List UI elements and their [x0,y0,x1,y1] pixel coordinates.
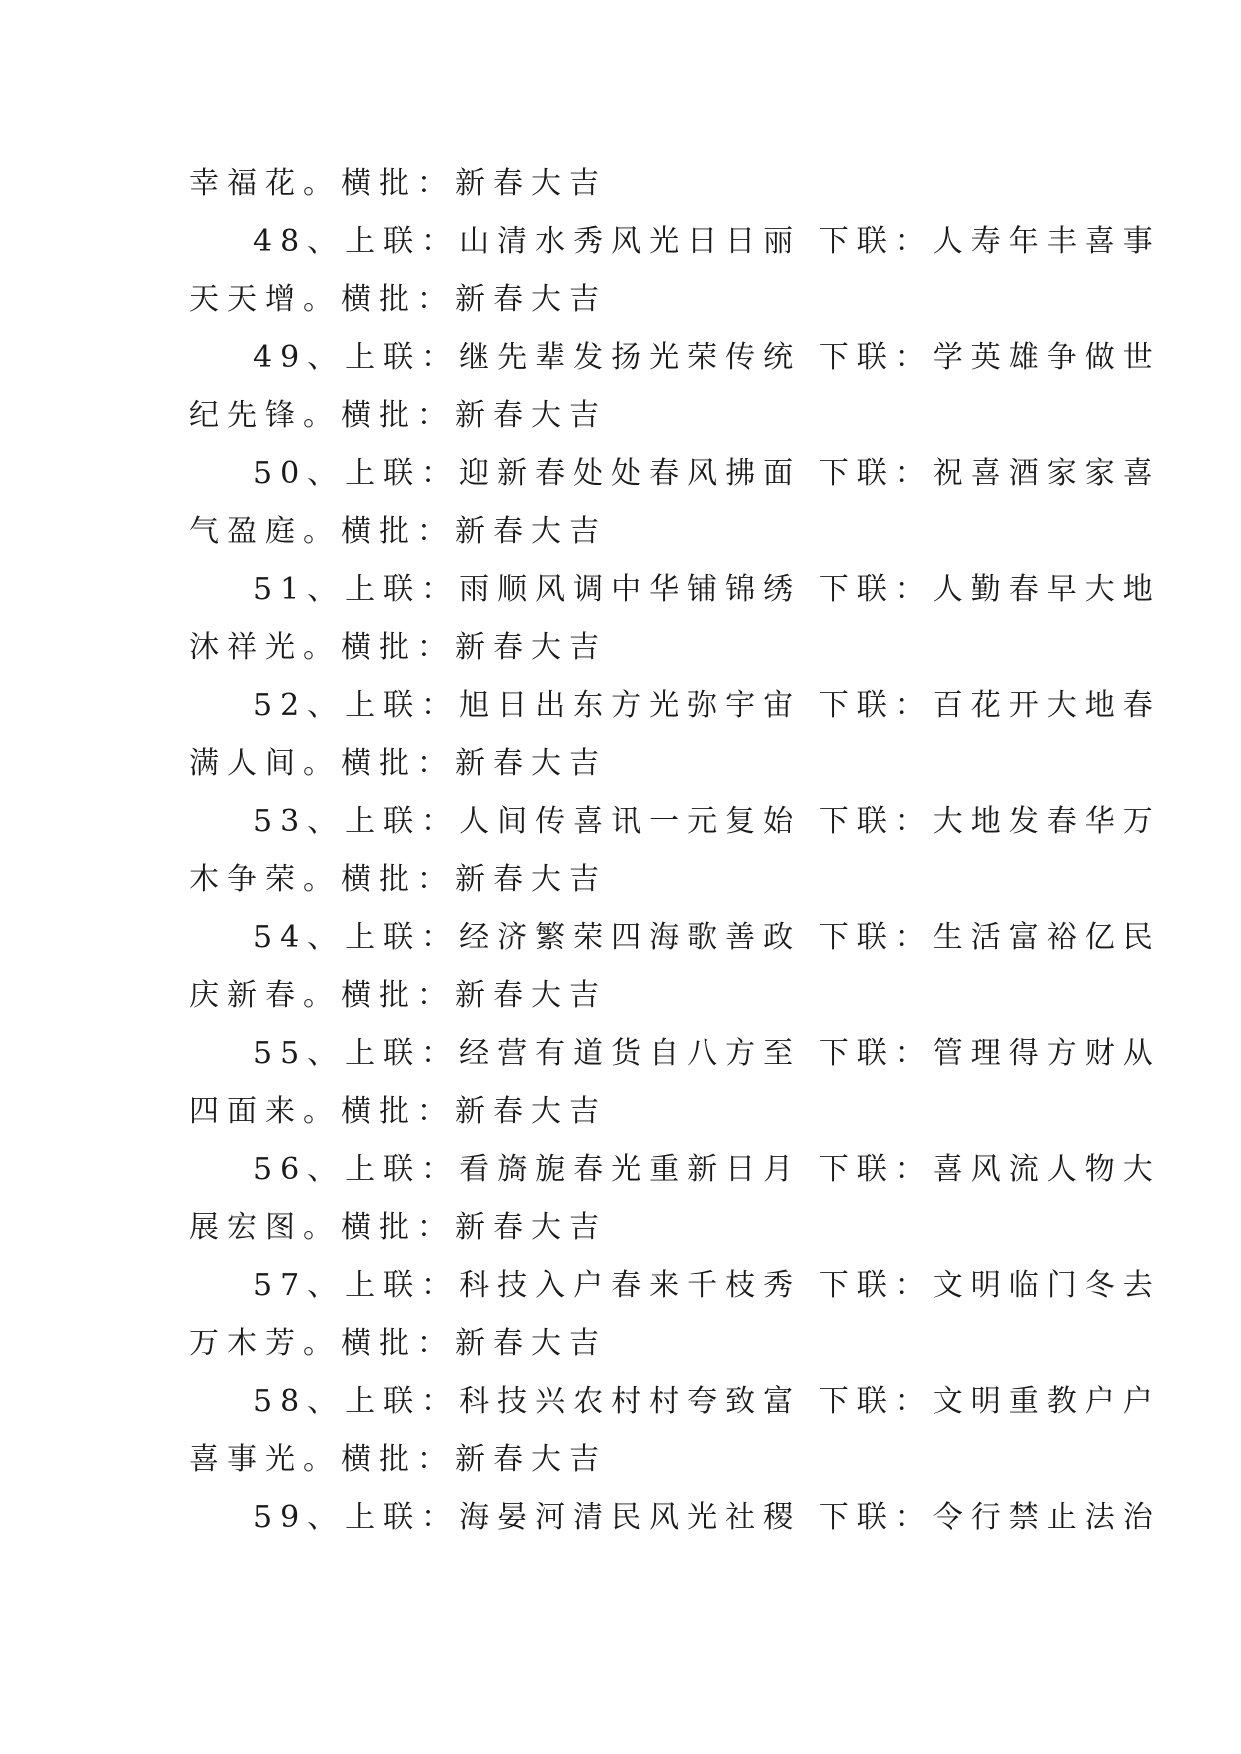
text-line-continuation: 满人间。横批：新春大吉 [189,746,607,781]
couplet-entry-50: 50、上联：迎新春处处春风拂面 下联：祝喜酒家家喜 [253,456,1161,491]
couplet-entry-56: 56、上联：看旖旎春光重新日月 下联：喜风流人物大 [253,1152,1161,1187]
couplet-entry-52: 52、上联：旭日出东方光弥宇宙 下联：百花开大地春 [253,688,1161,723]
text-line-continuation: 纪先锋。横批：新春大吉 [189,398,607,433]
couplet-entry-55: 55、上联：经营有道货自八方至 下联：管理得方财从 [253,1036,1161,1071]
text-line-continuation: 木争荣。横批：新春大吉 [189,862,607,897]
couplet-entry-51: 51、上联：雨顺风调中华铺锦绣 下联：人勤春早大地 [253,572,1161,607]
text-line-continuation: 气盈庭。横批：新春大吉 [189,514,607,549]
couplet-entry-57: 57、上联：科技入户春来千枝秀 下联：文明临门冬去 [253,1268,1161,1303]
couplet-entry-58: 58、上联：科技兴农村村夸致富 下联：文明重教户户 [253,1384,1161,1419]
couplet-entry-49: 49、上联：继先辈发扬光荣传统 下联：学英雄争做世 [253,340,1161,375]
text-line-continuation: 喜事光。横批：新春大吉 [189,1442,607,1477]
text-line-continuation: 四面来。横批：新春大吉 [189,1094,607,1129]
couplet-text-body [189,155,1161,1547]
text-line-continuation: 万木芳。横批：新春大吉 [189,1326,607,1361]
text-line-continuation: 天天增。横批：新春大吉 [189,282,607,317]
text-line-continuation: 庆新春。横批：新春大吉 [189,978,607,1013]
text-line-continuation: 幸福花。横批：新春大吉 [189,166,607,201]
couplet-entry-48: 48、上联：山清水秀风光日日丽 下联：人寿年丰喜事 [253,224,1161,259]
text-line-continuation: 沐祥光。横批：新春大吉 [189,630,607,665]
couplet-entry-53: 53、上联：人间传喜讯一元复始 下联：大地发春华万 [253,804,1161,839]
couplet-entry-54: 54、上联：经济繁荣四海歌善政 下联：生活富裕亿民 [253,920,1161,955]
couplet-entry-59: 59、上联：海晏河清民风光社稷 下联：令行禁止法治 [253,1500,1161,1535]
text-line-continuation: 展宏图。横批：新春大吉 [189,1210,607,1245]
